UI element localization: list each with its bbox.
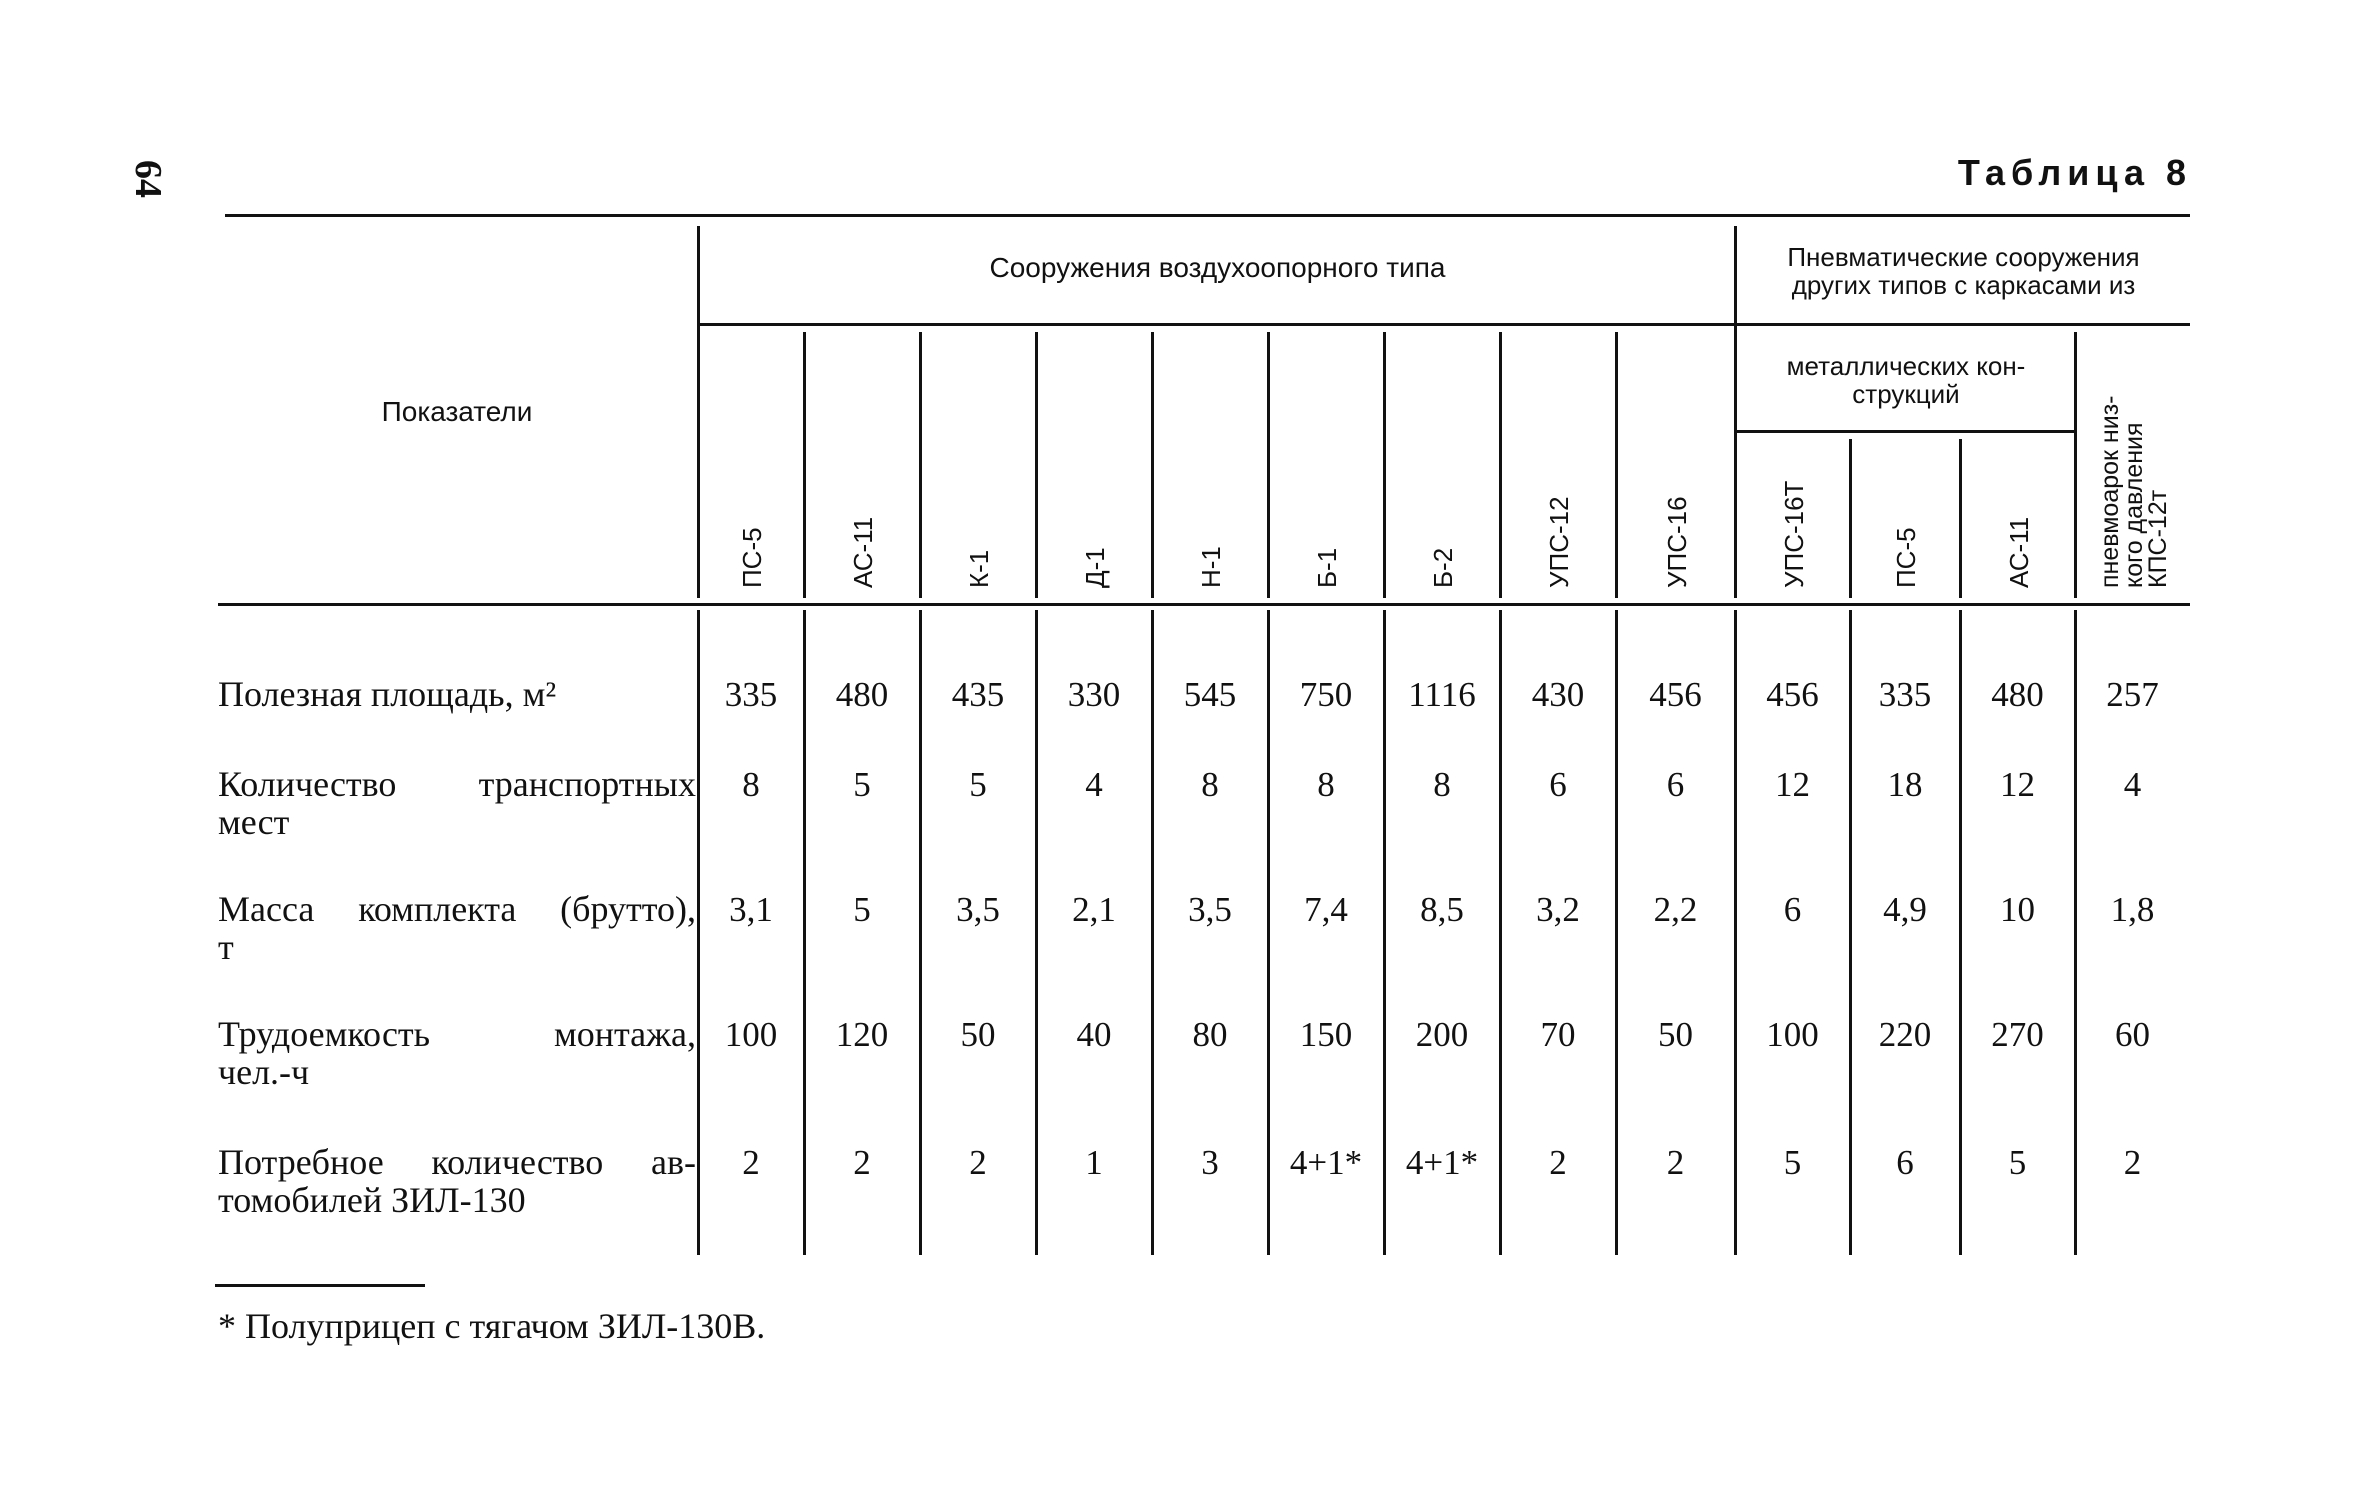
body-vline	[1035, 610, 1038, 1255]
page-number: 64	[127, 160, 169, 198]
table-cell: 257	[2106, 675, 2159, 714]
table-cell: 480	[835, 675, 889, 714]
table-cell: 2	[853, 1143, 871, 1182]
body-vline	[697, 610, 700, 1255]
table-cell: 456	[1766, 675, 1819, 714]
table-cell: 2	[2123, 1143, 2142, 1182]
column-header: К-1	[964, 549, 994, 588]
table-cell: 150	[1299, 1015, 1353, 1054]
header-vline	[1959, 439, 1962, 598]
table-cell: 40	[1076, 1015, 1112, 1054]
row-label-line2: томобилей ЗИЛ-130	[218, 1180, 526, 1220]
header-vline	[1615, 332, 1618, 598]
table-cell: 2	[1666, 1143, 1685, 1182]
column-header: Б-2	[1428, 547, 1458, 588]
table-cell: 12	[1775, 765, 1810, 804]
subgroup-metal-divider	[1735, 430, 2075, 433]
column-header: УПС-16Т	[1778, 480, 1809, 588]
column-header: Д-1	[1080, 547, 1110, 588]
table-cell: 2	[742, 1143, 760, 1182]
row-label-line1: Масса комплекта (брутто),	[218, 889, 696, 929]
footnote-rule	[215, 1284, 425, 1287]
table-cell: 6	[1783, 890, 1802, 929]
table-cell: 2	[969, 1143, 987, 1182]
table-cell: 3	[1201, 1143, 1219, 1182]
row-label-line1: Потребное количество ав-	[218, 1142, 696, 1182]
body-vline	[1499, 610, 1502, 1255]
table-cell: 5	[2008, 1143, 2027, 1182]
table-cell: 5	[1783, 1143, 1802, 1182]
column-header: АС-11	[848, 516, 878, 588]
table-cell: 4,9	[1883, 890, 1927, 929]
subgroup-arch-line1: пневмоарок низ-	[2096, 395, 2124, 588]
table-cell: 6	[1896, 1143, 1914, 1182]
table-cell: 335	[724, 675, 778, 714]
table-cell: 12	[2000, 765, 2035, 804]
table-cell: 5	[853, 890, 871, 929]
row-label-line2: т	[218, 927, 234, 967]
row-label	[218, 890, 696, 966]
table-top-rule	[225, 214, 2190, 217]
table-cell: 4+1*	[1289, 1143, 1363, 1182]
header-vline	[1035, 332, 1038, 598]
header-vline	[803, 332, 806, 598]
subgroup-metal-line2: струкций	[1852, 379, 1960, 409]
body-vline	[1849, 610, 1852, 1255]
footnote: * Полуприцеп с тягачом ЗИЛ-130В.	[218, 1306, 766, 1346]
header-bottom-rule	[218, 603, 2190, 606]
row-label	[218, 1143, 696, 1219]
table-cell: 1116	[1408, 675, 1476, 714]
subgroup-metal-header	[1737, 352, 2075, 408]
row-label	[218, 1015, 696, 1091]
table-cell: 50	[1658, 1015, 1693, 1054]
row-label-line2: чел.-ч	[218, 1052, 310, 1092]
table-cell: 4	[1085, 765, 1103, 804]
table-cell: 4	[2123, 765, 2142, 804]
body-vline	[1267, 610, 1270, 1255]
table-cell: 8,5	[1420, 890, 1464, 929]
table-cell: 750	[1299, 675, 1353, 714]
column-header: Н-1	[1196, 546, 1226, 588]
table-cell: 2,1	[1072, 890, 1116, 929]
table-cell: 10	[2000, 890, 2035, 929]
table-cell: 7,4	[1304, 890, 1348, 929]
column-header: АС-11	[2003, 516, 2034, 588]
group-pneumatic-line2: других типов с каркасами из	[1791, 270, 2136, 300]
table-cell: 8	[1201, 765, 1219, 804]
table-cell: 480	[1991, 675, 2044, 714]
body-vline	[1151, 610, 1154, 1255]
table-cell: 435	[951, 675, 1005, 714]
table-cell: 200	[1415, 1015, 1469, 1054]
header-vline	[1151, 332, 1154, 598]
column-header: УПС-12	[1544, 496, 1574, 588]
header-vline	[1383, 332, 1386, 598]
row-label-line1: Трудоемкость монтажа,	[218, 1014, 696, 1054]
table-cell: 3,2	[1536, 890, 1580, 929]
table-cell: 100	[1766, 1015, 1819, 1054]
table-cell: 270	[1991, 1015, 2044, 1054]
body-vline	[1734, 610, 1737, 1255]
table-cell: 3,5	[956, 890, 1000, 929]
table-cell: 1,8	[2110, 890, 2155, 929]
table-cell: 100	[724, 1015, 778, 1054]
table-cell: 5	[853, 765, 871, 804]
table-cell: 8	[1433, 765, 1451, 804]
table-cell: 70	[1540, 1015, 1576, 1054]
body-vline	[803, 610, 806, 1255]
subgroup-arch-line3: КПС-12т	[2144, 489, 2172, 588]
column-header: ПС-5	[737, 527, 767, 588]
body-vline	[919, 610, 922, 1255]
subgroup-metal-line1: металлических кон-	[1786, 351, 2026, 381]
column-header: УПС-16	[1661, 496, 1692, 588]
group-pneumatic-divider	[1735, 323, 2190, 326]
table-cell: 5	[969, 765, 987, 804]
table-cell: 6	[1549, 765, 1567, 804]
body-vline	[1383, 610, 1386, 1255]
table-cell: 6	[1666, 765, 1685, 804]
header-vline	[919, 332, 922, 598]
table-cell: 8	[1317, 765, 1335, 804]
table-cell: 4+1*	[1405, 1143, 1479, 1182]
table-cell: 8	[742, 765, 760, 804]
table-cell: 545	[1183, 675, 1237, 714]
column-header: ПС-5	[1891, 527, 1921, 588]
row-label	[218, 765, 696, 841]
row-label	[218, 675, 696, 713]
table-cell: 3,5	[1188, 890, 1232, 929]
table-cell: 330	[1067, 675, 1121, 714]
table-cell: 120	[835, 1015, 889, 1054]
body-vline	[1615, 610, 1618, 1255]
row-label-line1: Количество транспортных	[218, 764, 696, 804]
table-title: Таблица 8	[1957, 152, 2192, 193]
table-cell: 80	[1192, 1015, 1228, 1054]
table-cell: 60	[2115, 1015, 2150, 1054]
row-label-line1: Полезная площадь, м²	[218, 674, 557, 714]
table-cell: 50	[960, 1015, 996, 1054]
subgroup-arch-line2: кого давления	[2120, 422, 2148, 588]
table-cell: 2,2	[1653, 890, 1698, 929]
table-cell: 3,1	[729, 890, 773, 929]
column-header: Б-1	[1312, 547, 1342, 588]
table-cell: 430	[1531, 675, 1585, 714]
row-label-line2: мест	[218, 802, 290, 842]
table-cell: 18	[1887, 765, 1923, 804]
group-pneumatic-header	[1737, 243, 2190, 299]
table-cell: 456	[1649, 675, 1702, 714]
table-cell: 2	[1549, 1143, 1567, 1182]
header-vline	[1267, 332, 1270, 598]
group-air-divider	[698, 323, 1735, 326]
body-vline	[2074, 610, 2077, 1255]
indicators-header: Показатели	[381, 396, 533, 427]
table-cell: 335	[1878, 675, 1932, 714]
subgroup-arch-header	[2098, 396, 2170, 589]
header-vline	[1499, 332, 1502, 598]
header-vline	[1849, 439, 1852, 598]
table-cell: 1	[1085, 1143, 1103, 1182]
group-pneumatic-line1: Пневматические сооружения	[1787, 242, 2140, 272]
table-cell: 220	[1878, 1015, 1932, 1054]
group-air-header: Сооружения воздухоопорного типа	[989, 252, 1446, 283]
body-vline	[1959, 610, 1962, 1255]
